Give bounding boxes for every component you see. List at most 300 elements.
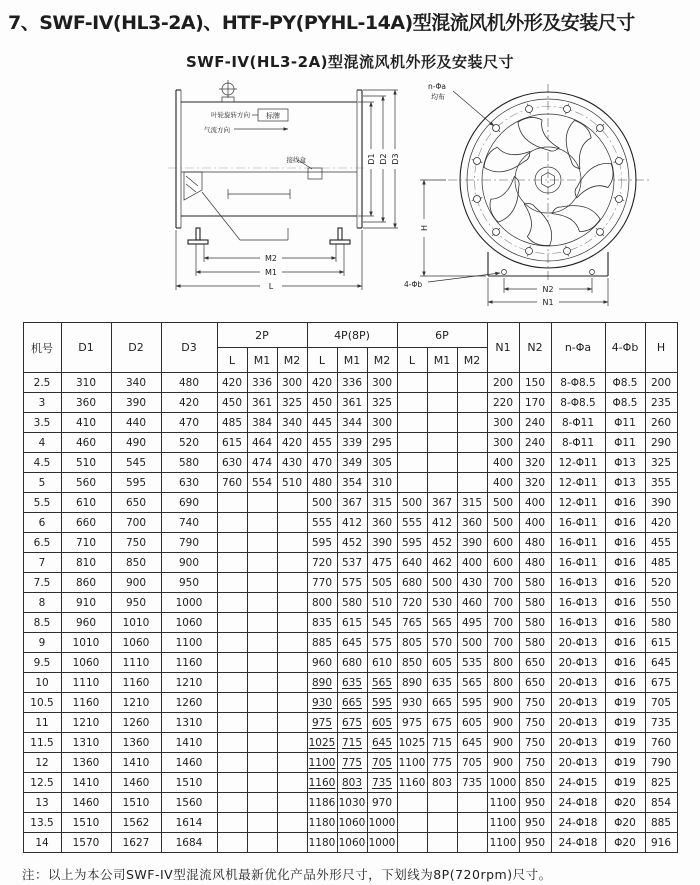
table-cell: 240 [519, 433, 551, 453]
table-cell [457, 813, 487, 833]
table-cell: 650 [111, 493, 161, 513]
table-cell: 1684 [161, 833, 217, 853]
table-cell: 595 [307, 533, 337, 553]
table-cell: 555 [397, 513, 427, 533]
table-cell [247, 553, 277, 573]
table-cell: 580 [161, 453, 217, 473]
table-cell [397, 833, 427, 853]
table-cell: 349 [337, 453, 367, 473]
table-cell: 5.5 [23, 493, 61, 513]
table-cell [217, 533, 247, 553]
table-cell: 615 [337, 613, 367, 633]
table-cell: 610 [61, 493, 111, 513]
table-cell [277, 693, 307, 713]
table-cell: 635 [427, 673, 457, 693]
table-cell: 575 [367, 633, 397, 653]
table-cell: 344 [337, 413, 367, 433]
table-cell: 1060 [337, 833, 367, 853]
col-4p-l: L [307, 348, 337, 373]
table-cell: 1310 [61, 733, 111, 753]
table-cell: 665 [337, 693, 367, 713]
table-cell: 420 [277, 433, 307, 453]
table-cell [217, 573, 247, 593]
table-cell: 16-Φ13 [551, 613, 605, 633]
table-cell: 400 [487, 473, 519, 493]
table-cell: 800 [307, 593, 337, 613]
table-cell: 400 [519, 493, 551, 513]
bolt-hole [525, 106, 532, 113]
table-cell: 455 [645, 533, 677, 553]
table-cell: 916 [645, 833, 677, 853]
table-cell: 595 [111, 473, 161, 493]
dim-n1: N1 [542, 298, 554, 307]
table-cell: 400 [487, 453, 519, 473]
table-cell: 1510 [111, 793, 161, 813]
table-cell: 700 [487, 573, 519, 593]
table-cell: 13.5 [23, 813, 61, 833]
table-cell: 20-Φ13 [551, 633, 605, 653]
impeller-blade [552, 118, 604, 171]
col-4p-m2: M2 [367, 348, 397, 373]
table-cell: 480 [519, 533, 551, 553]
col-d1: D1 [61, 323, 111, 373]
table-cell: 565 [367, 673, 397, 693]
table-cell: 325 [277, 393, 307, 413]
table-cell: 300 [277, 373, 307, 393]
rotation-label: 叶轮旋转方向 [211, 111, 250, 119]
table-cell: 24-Φ15 [551, 773, 605, 793]
table-cell: 1100 [487, 793, 519, 813]
table-cell [217, 593, 247, 613]
col-2p-m1: M1 [247, 348, 277, 373]
table-cell: 361 [337, 393, 367, 413]
table-cell: 1460 [161, 753, 217, 773]
table-cell: 16-Φ11 [551, 553, 605, 573]
table-cell [247, 533, 277, 553]
table-cell: 13 [23, 793, 61, 813]
table-cell: 200 [645, 373, 677, 393]
table-cell [217, 693, 247, 713]
table-cell: 452 [427, 533, 457, 553]
table-cell: 960 [61, 613, 111, 633]
table-cell: 950 [519, 793, 551, 813]
bolt-holes-label: n-Φa [428, 82, 446, 91]
table-cell: 720 [397, 593, 427, 613]
bolt-hole [596, 228, 603, 235]
table-cell [277, 673, 307, 693]
table-cell: 805 [397, 633, 427, 653]
table-cell: 1562 [111, 813, 161, 833]
table-cell: Φ11 [605, 413, 645, 433]
table-cell: 445 [307, 413, 337, 433]
table-cell: Φ16 [605, 593, 645, 613]
table-cell: 200 [487, 373, 519, 393]
table-cell: 8-Φ8.5 [551, 373, 605, 393]
table-cell: 12.5 [23, 773, 61, 793]
table-cell: 900 [487, 693, 519, 713]
bolt-hole [474, 157, 481, 164]
table-cell: 1410 [61, 773, 111, 793]
table-cell: 770 [307, 573, 337, 593]
table-cell [277, 553, 307, 573]
table-row [23, 533, 677, 553]
table-cell: 575 [337, 573, 367, 593]
table-cell [217, 613, 247, 633]
table-cell: 535 [457, 653, 487, 673]
table-cell: 295 [367, 433, 397, 453]
table-cell: 360 [457, 513, 487, 533]
table-cell: Φ16 [605, 613, 645, 633]
table-cell: 690 [161, 493, 217, 513]
table-cell: 1210 [61, 713, 111, 733]
table-cell: Φ19 [605, 753, 645, 773]
table-cell: 595 [397, 533, 427, 553]
table-cell [247, 753, 277, 773]
table-cell: 1210 [161, 673, 217, 693]
table-cell: 1100 [397, 753, 427, 773]
table-cell: 775 [427, 753, 457, 773]
table-cell: 715 [337, 733, 367, 753]
table-row [23, 473, 677, 493]
table-cell: 12-Φ11 [551, 493, 605, 513]
table-cell: 2.5 [23, 373, 61, 393]
table-cell: 367 [427, 493, 457, 513]
table-cell: 6.5 [23, 533, 61, 553]
table-cell: 545 [367, 613, 397, 633]
page-subtitle: SWF-IV(HL3-2A)型混流风机外形及安装尺寸 [185, 53, 515, 71]
table-cell: 580 [519, 613, 551, 633]
table-cell: 315 [457, 493, 487, 513]
table-cell: 900 [161, 553, 217, 573]
table-cell [247, 573, 277, 593]
table-row [23, 433, 677, 453]
table-cell: 1160 [111, 673, 161, 693]
table-cell: 1000 [367, 813, 397, 833]
dimension-table [23, 322, 678, 853]
table-cell: 500 [457, 633, 487, 653]
table-cell: 300 [487, 413, 519, 433]
table-cell: 1000 [367, 833, 397, 853]
table-cell: 430 [457, 573, 487, 593]
table-cell: 610 [367, 653, 397, 673]
table-cell: 1260 [161, 693, 217, 713]
table-cell: Φ8.5 [605, 393, 645, 413]
table-cell: Φ19 [605, 693, 645, 713]
table-cell: Φ20 [605, 793, 645, 813]
table-cell: 680 [337, 653, 367, 673]
table-cell: 300 [487, 433, 519, 453]
table-cell [277, 533, 307, 553]
table-row [23, 573, 677, 593]
table-cell: 8 [23, 593, 61, 613]
table-cell: 310 [61, 373, 111, 393]
table-cell: 360 [61, 393, 111, 413]
table-cell: 580 [519, 593, 551, 613]
table-cell: 1510 [161, 773, 217, 793]
table-cell: 7.5 [23, 573, 61, 593]
table-cell: 890 [307, 673, 337, 693]
table-cell: 510 [367, 593, 397, 613]
table-cell: 960 [307, 653, 337, 673]
table-cell: 1000 [487, 773, 519, 793]
table-cell: Φ11 [605, 433, 645, 453]
table-cell: 14 [23, 833, 61, 853]
dim-d3: D3 [391, 153, 400, 165]
table-cell [217, 673, 247, 693]
table-cell: 1060 [161, 613, 217, 633]
table-cell [427, 373, 457, 393]
table-cell [247, 613, 277, 633]
table-cell [277, 713, 307, 733]
side-view-drawing [140, 76, 408, 318]
table-cell: 900 [487, 713, 519, 733]
table-cell: 1060 [61, 653, 111, 673]
table-cell: 565 [427, 613, 457, 633]
table-cell: Φ8.5 [605, 373, 645, 393]
table-cell [217, 713, 247, 733]
table-cell: 495 [457, 613, 487, 633]
table-cell: 850 [519, 773, 551, 793]
table-cell: 325 [645, 453, 677, 473]
table-cell: Φ19 [605, 713, 645, 733]
table-cell: 320 [519, 473, 551, 493]
table-cell: 500 [487, 513, 519, 533]
table-cell: 605 [457, 713, 487, 733]
table-cell: 565 [457, 673, 487, 693]
table-row [23, 773, 677, 793]
table-cell: 550 [645, 593, 677, 613]
table-cell: 790 [645, 753, 677, 773]
table-cell: 150 [519, 373, 551, 393]
dim-d2: D2 [379, 153, 388, 165]
table-cell: 605 [427, 653, 457, 673]
table-cell [247, 713, 277, 733]
table-cell: 1110 [61, 673, 111, 693]
table-cell: 354 [337, 473, 367, 493]
table-cell: 360 [367, 513, 397, 533]
col-d3: D3 [161, 323, 217, 373]
table-cell [247, 813, 277, 833]
table-cell [217, 793, 247, 813]
table-cell: 4 [23, 433, 61, 453]
table-cell [217, 813, 247, 833]
table-cell: 470 [161, 413, 217, 433]
table-cell: 1260 [111, 713, 161, 733]
table-row [23, 833, 677, 853]
table-cell [247, 513, 277, 533]
table-cell: 615 [645, 633, 677, 653]
table-cell: 910 [61, 593, 111, 613]
table-cell [277, 593, 307, 613]
dim-m2: M2 [265, 254, 277, 263]
col-2p-m2: M2 [277, 348, 307, 373]
table-cell: 420 [645, 513, 677, 533]
col-n2: N2 [519, 323, 551, 373]
table-cell: 760 [645, 733, 677, 753]
table-cell [427, 453, 457, 473]
table-cell [277, 633, 307, 653]
table-cell: 800 [487, 653, 519, 673]
table-cell: 825 [645, 773, 677, 793]
table-cell [247, 833, 277, 853]
table-cell: 4.5 [23, 453, 61, 473]
table-cell: 1627 [111, 833, 161, 853]
table-cell: 20-Φ13 [551, 653, 605, 673]
table-cell [277, 773, 307, 793]
table-row [23, 513, 677, 533]
table-row [23, 713, 677, 733]
table-cell: 361 [247, 393, 277, 413]
table-cell: 635 [337, 673, 367, 693]
table-cell: 595 [457, 693, 487, 713]
table-cell [457, 393, 487, 413]
impeller-blade [551, 193, 603, 241]
table-cell: 485 [645, 553, 677, 573]
table-cell: 885 [645, 813, 677, 833]
footnote: 注：以上为本公司SWF-IV型混流风机最新优化产品外形尺寸，下划线为8P(720rpm)尺寸。 [22, 867, 552, 882]
table-cell: 325 [367, 393, 397, 413]
table-cell: 1180 [307, 833, 337, 853]
table-cell [277, 573, 307, 593]
table-cell: Φ19 [605, 733, 645, 753]
table-cell: 290 [645, 433, 677, 453]
table-row [23, 793, 677, 813]
table-cell: 336 [247, 373, 277, 393]
table-cell: 850 [397, 653, 427, 673]
table-cell: Φ13 [605, 473, 645, 493]
table-cell: 480 [519, 553, 551, 573]
table-cell: 854 [645, 793, 677, 813]
table-cell: 1160 [161, 653, 217, 673]
table-cell: 20-Φ13 [551, 733, 605, 753]
table-cell: 170 [519, 393, 551, 413]
table-cell: 1110 [111, 653, 161, 673]
impeller-blade [480, 132, 532, 185]
table-row [23, 733, 677, 753]
table-cell: 485 [217, 413, 247, 433]
evenly-spaced-label: 均布 [431, 93, 445, 101]
table-cell: 320 [519, 453, 551, 473]
table-cell: 500 [307, 493, 337, 513]
table-cell [277, 653, 307, 673]
table-cell: 595 [367, 693, 397, 713]
table-cell: 20-Φ13 [551, 713, 605, 733]
table-cell: 1460 [61, 793, 111, 813]
dim-n2: N2 [542, 285, 554, 294]
table-cell: 950 [111, 593, 161, 613]
table-cell: 1560 [161, 793, 217, 813]
table-cell: 10.5 [23, 693, 61, 713]
table-cell: 790 [161, 533, 217, 553]
table-cell: 16-Φ11 [551, 513, 605, 533]
table-cell: 1100 [161, 633, 217, 653]
table-cell: 12-Φ11 [551, 473, 605, 493]
table-cell [217, 553, 247, 573]
table-cell: 560 [61, 473, 111, 493]
table-cell [397, 473, 427, 493]
table-row [23, 813, 677, 833]
table-cell: 384 [247, 413, 277, 433]
col-group-4p8p: 4P(8P) [307, 323, 397, 348]
table-cell [427, 433, 457, 453]
table-cell: 520 [161, 433, 217, 453]
table-cell: 700 [487, 613, 519, 633]
table-cell: 1160 [397, 773, 427, 793]
table-cell [457, 473, 487, 493]
dim-h: H [420, 224, 429, 232]
table-cell: 8.5 [23, 613, 61, 633]
table-cell: 420 [217, 373, 247, 393]
table-cell: 537 [337, 553, 367, 573]
side-view-annotations [204, 110, 307, 164]
foot-holes-label: 4-Φb [404, 280, 423, 289]
table-cell: 520 [645, 573, 677, 593]
table-cell: 570 [427, 633, 457, 653]
table-cell: 950 [161, 573, 217, 593]
table-cell [217, 833, 247, 853]
table-cell [427, 813, 457, 833]
table-cell [277, 613, 307, 633]
table-cell: 235 [645, 393, 677, 413]
table-cell: 1160 [307, 773, 337, 793]
table-cell: 660 [61, 513, 111, 533]
table-cell: 1360 [111, 733, 161, 753]
table-cell [277, 513, 307, 533]
bolt-hole [474, 196, 481, 203]
table-cell: 510 [277, 473, 307, 493]
table-cell: 600 [487, 553, 519, 573]
bolt-hole [615, 196, 622, 203]
table-cell: 1614 [161, 813, 217, 833]
col-h: H [645, 323, 677, 373]
col-group-2p: 2P [217, 323, 307, 348]
table-cell: 850 [111, 553, 161, 573]
bolt-hole [564, 106, 571, 113]
table-cell: 530 [427, 593, 457, 613]
table-cell: 420 [161, 393, 217, 413]
table-cell [247, 493, 277, 513]
col-4p-m1: M1 [337, 348, 367, 373]
table-cell: 1030 [337, 793, 367, 813]
table-cell: 580 [645, 613, 677, 633]
bolt-hole [564, 247, 571, 254]
table-cell: 1060 [111, 633, 161, 653]
drawings-area [0, 76, 700, 318]
table-cell: 975 [397, 713, 427, 733]
col-machine-no: 机号 [23, 323, 61, 373]
table-cell: 885 [307, 633, 337, 653]
table-cell: 240 [519, 413, 551, 433]
table-cell: 720 [307, 553, 337, 573]
table-cell [427, 473, 457, 493]
table-cell: 500 [427, 573, 457, 593]
table-cell: 305 [367, 453, 397, 473]
table-cell: 810 [61, 553, 111, 573]
table-cell: 750 [519, 713, 551, 733]
table-cell: 1180 [307, 813, 337, 833]
table-cell [397, 813, 427, 833]
table-cell: 455 [307, 433, 337, 453]
table-cell [217, 653, 247, 673]
table-cell: 950 [519, 833, 551, 853]
table-cell: 464 [247, 433, 277, 453]
front-view-annotations [404, 82, 500, 289]
table-cell: Φ20 [605, 813, 645, 833]
table-cell: 705 [645, 693, 677, 713]
table-cell: 1160 [61, 693, 111, 713]
table-cell [457, 833, 487, 853]
table-cell [217, 633, 247, 653]
